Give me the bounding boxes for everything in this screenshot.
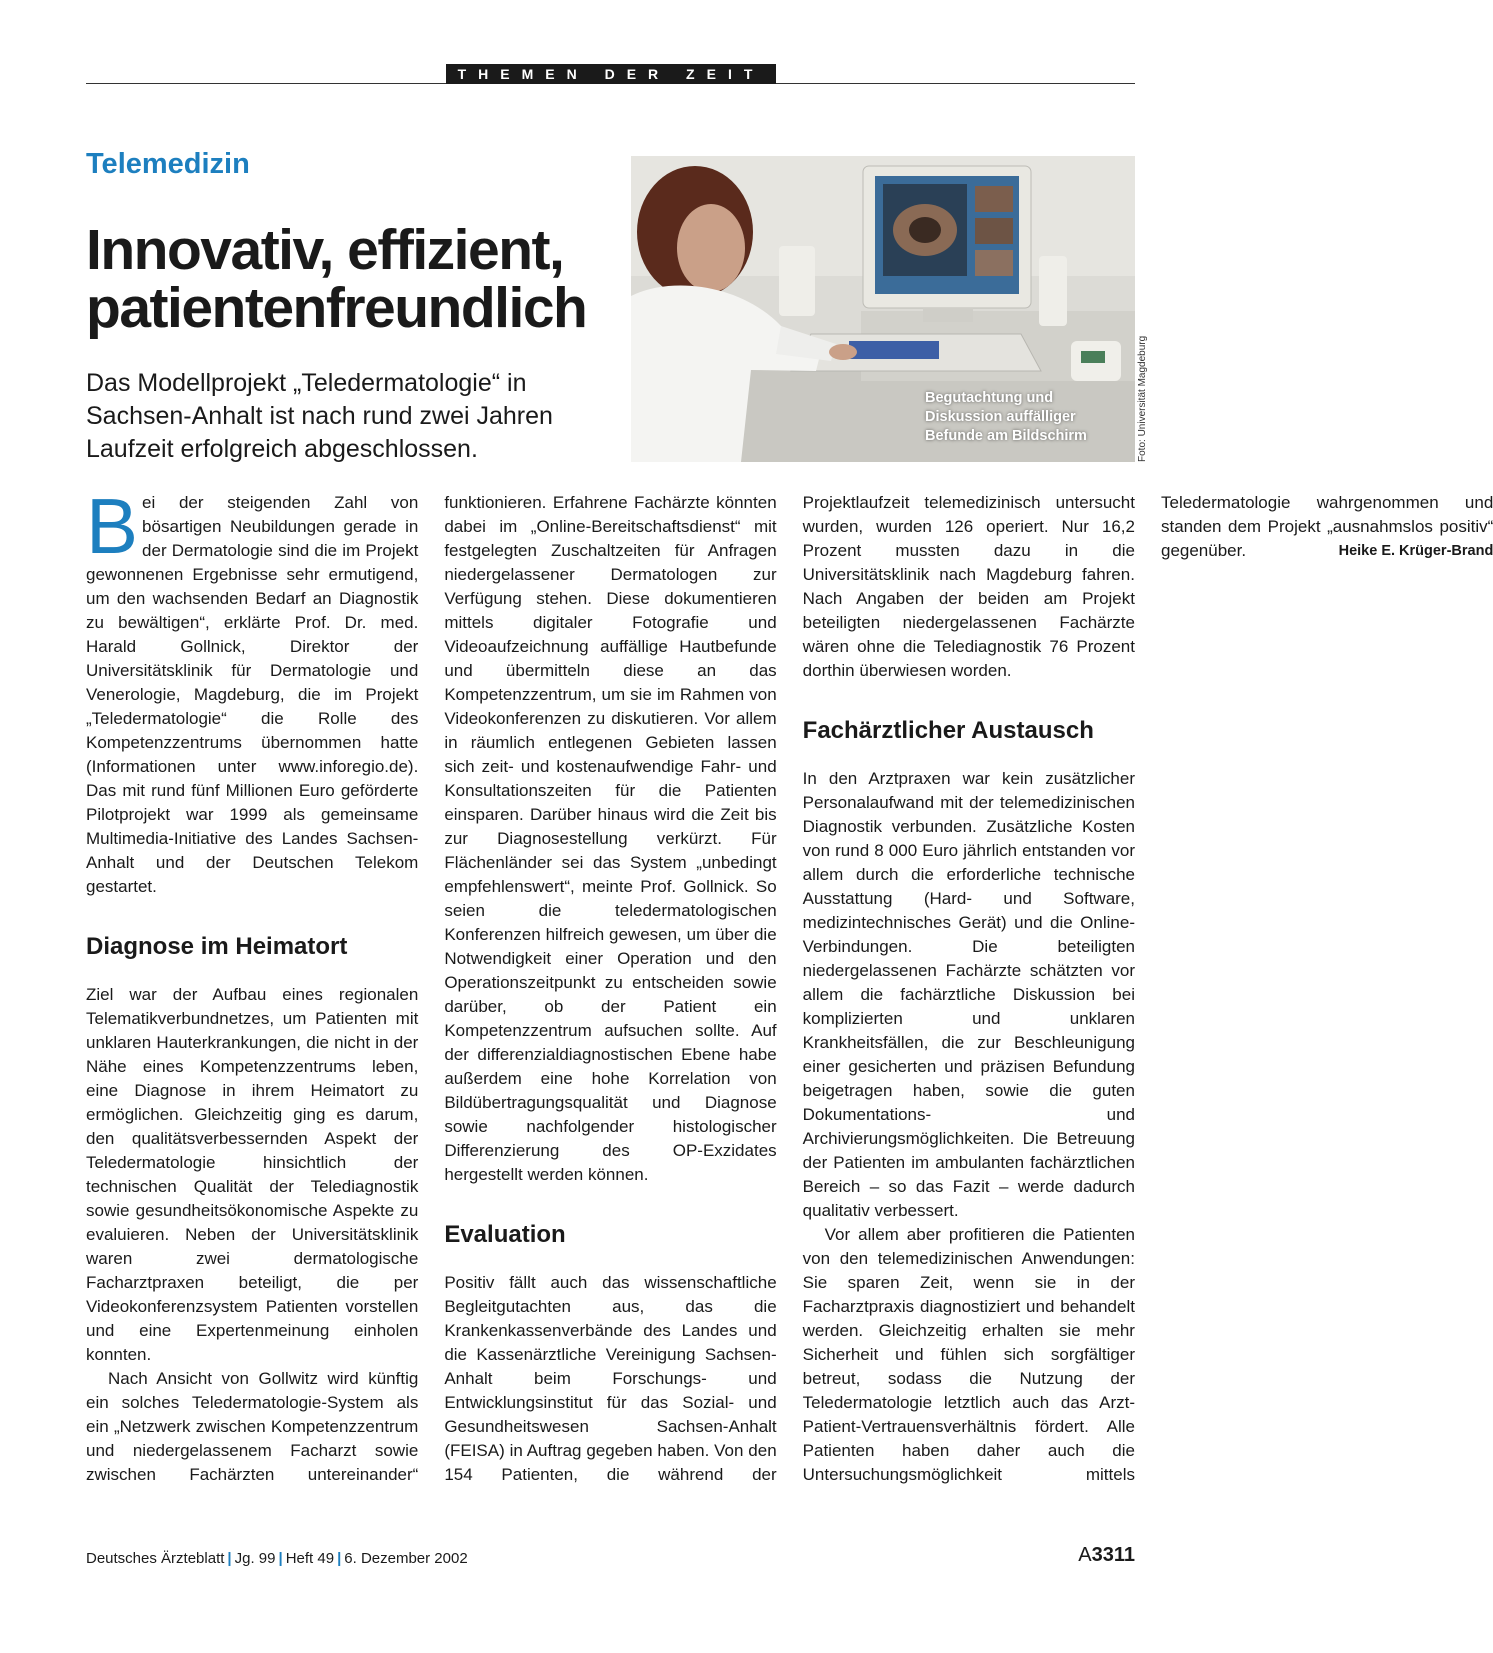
footer-journal: Deutsches Ärzteblatt xyxy=(86,1550,225,1567)
footer-issue: Heft 49 xyxy=(285,1550,335,1567)
page-number-value: 3311 xyxy=(1091,1544,1135,1566)
page-prefix: A xyxy=(1078,1544,1092,1566)
paragraph-austausch: In den Arztpraxen war kein zusätzlicher Personalaufwand mit der telemedizinischen Diagnostik verbunden. Zusätzliche Kosten von rund 8 000 Euro jährlich entstanden vor allem durch die erforderliche technische Ausstattung (Hard- und Software, medizintechnisches Gerät) und die Online-Verbindungen. Die beteiligten niedergelassenen Fachärzte schätzten vor allem die fachärztliche Diskussion bei komplizierten und unklaren Krankheitsfällen, die zur Beschleunigung einer gesicherten und präzisen Befundung beigetragen haben, sowie die guten Dokumentations- und Archivierungsmöglichkeiten. Die Betreuung der Patienten im ambulanten fachärztlichen Bereich – so das Fazit – werde dadurch qualitativ verbessert. xyxy=(802,769,1135,1220)
footer-separator: | xyxy=(278,1550,283,1567)
article-headline: Innovativ, effizient, patientenfreundlich xyxy=(86,218,587,340)
dropcap: B xyxy=(86,482,139,570)
intro-text: ei der steigenden Zahl von bösartigen Neubildungen gerade in der Dermatologie sind die im Projekt gewonnenen Ergebnisse sehr ermutigend, um den wachsenden Bedarf an Diagnostik zu bewältigen“, erklärte Prof. Dr. med. Harald Gollnick, Direktor der Universitätsklinik für Dermatologie und Venerologie, Magdeburg, die im Projekt „Teledermatologie“ die Rolle des Kompetenzzentrums übernommen hatte (Informationen unter www.inforegio.de). Das mit rund fünf Millionen Euro geförderte Pilotprojekt war 1999 als gemeinsame Multimedia-Initiative des Landes Sachsen-Anhalt und der Deutschen Telekom gestartet. xyxy=(86,493,419,896)
section-tag: THEMEN DER ZEIT xyxy=(446,64,776,84)
footer-separator: | xyxy=(227,1550,232,1567)
subheading-austausch: Fachärztlicher Austausch xyxy=(802,717,1094,744)
article-kicker: Telemedizin xyxy=(86,148,250,180)
paragraph-evaluation: Positiv fällt auch das wissenschaftliche Begleitgutachten aus, das die Krankenkassenverbände des Landes und die Kassenärztliche Vereinigung Sachsen-Anhalt beim Forschungs- und Entwicklungsinstitut für das Sozial- und Gesundheitswesen Sachsen-Anhalt (FEISA) in Auftrag gegeben haben. Von den 154 Patienten, die während der Projektlaufzeit telemedizinisch untersucht wurden, wurden 126 operiert. Nur 16,2 Prozent mussten dazu in die Universitätsklinik nach Magdeburg fahren. Nach Angaben der beiden am Projekt beteiligten niedergelassenen Fachärzte wären ohne die Telediagnostik 76 Prozent dorthin überwiesen worden. xyxy=(444,493,1135,1484)
footer-separator: | xyxy=(337,1550,342,1567)
footer-date: 6. Dezember 2002 xyxy=(344,1550,468,1567)
article-lead: Das Modellprojekt „Teledermatologie“ in Sachsen-Anhalt ist nach rund zwei Jahren Laufzeit erfolgreich abgeschlossen. xyxy=(86,369,553,463)
article-body xyxy=(86,482,1493,1491)
subheading-evaluation: Evaluation xyxy=(444,1221,566,1248)
photo-caption: Begutachtung und Diskussion auffälliger Befunde am Bildschirm xyxy=(925,390,1087,444)
footer-citation xyxy=(86,1550,468,1567)
paragraph-intro xyxy=(86,482,419,899)
paragraph-ansicht-text: Nach Ansicht von Gollwitz wird künftig ein solches Teledermatologie-System als ein „Netzwerk zwischen Kompetenzzentrum und niedergelassenem Facharzt sowie zwischen Fachärzten untereinander“ funktionieren. Erfahrene Fachärzte könnten dabei im „Online-Bereitschaftsdienst“ mit festgelegten Zuschaltzeiten für Anfragen niedergelassener Dermatologen zur Verfügung stehen. Diese dokumentieren mittels digitaler Fotografie und Videoaufzeichnung auffällige Hautbefunde und übermitteln diese an das Kompetenzzentrum, um sie im Rahmen von Videokonferenzen zu diskutieren. Vor allem in räumlich entlegenen Gebieten lassen sich zeit- und kostenaufwendige Fahr- und Konsultationszeiten für die Patienten einsparen. Darüber hinaus wird die Zeit bis zur Diagnosestellung verkürzt. Für Flächenländer sei das System „unbedingt empfehlenswert“, meinte Prof. Gollnick. So seien die teledermatologischen Konferenzen hilfreich gewesen, um über die Notwendigkeit einer Operation und den Operationszeitpunkt zu entscheiden sowie darüber, ob der Patient ein Kompetenzzentrum aufsuchen sollte. Auf der differenzialdiagnostischen Ebene habe außerdem eine hohe Korrelation von Bildübertragungsqualität und Diagnose sowie nachfolgender histologischer Differenzierung des OP-Exzidates hergestellt werden können. xyxy=(86,493,777,1484)
paragraph-ziel: Ziel war der Aufbau eines regionalen Telematikverbundnetzes, um Patienten mit unklaren Hauterkrankungen, die nicht in der Nähe eines Kompetenzzentrums leben, eine Diagnose in ihrem Heimatort zu ermöglichen. Gleichzeitig ging es darum, den qualitätsverbessernden Aspekt der Teledermatologie hinsichtlich der technischen Qualität der Telediagnostik sowie gesundheitsökonomische Aspekte zu evaluieren. Neben der Universitätsklinik waren zwei dermatologische Facharztpraxen beteiligt, die per Videokonferenzsystem Patienten vorstellen und eine Expertenmeinung einholen konnten. xyxy=(86,985,419,1364)
author-signature: Heike E. Krüger-Brand xyxy=(1338,543,1493,559)
footer-volume: Jg. 99 xyxy=(234,1550,276,1567)
paragraph-patienten-text: Vor allem aber profitieren die Patienten von den telemedizinischen Anwendungen: Sie sparen Zeit, wenn sie in der Facharztpraxis diagnostiziert und behandelt werden. Gleichzeitig erhalten sie mehr Sicherheit und fühlen sich sorgfältiger betreut, sodass die Nutzung der Teledermatologie letztlich auch das Arzt-Patient-Vertrauensverhältnis fördert. Alle Patienten haben daher auch die Untersuchungsmöglichkeit mittels Teledermatologie wahrgenommen und standen dem Projekt „ausnahmslos positiv“ gegenüber. xyxy=(802,493,1493,1484)
page-number xyxy=(1078,1544,1135,1567)
article-photo xyxy=(631,156,1135,462)
photo-credit: Foto: Universität Magdeburg xyxy=(1137,335,1148,462)
subheading-diagnose: Diagnose im Heimatort xyxy=(86,933,348,960)
